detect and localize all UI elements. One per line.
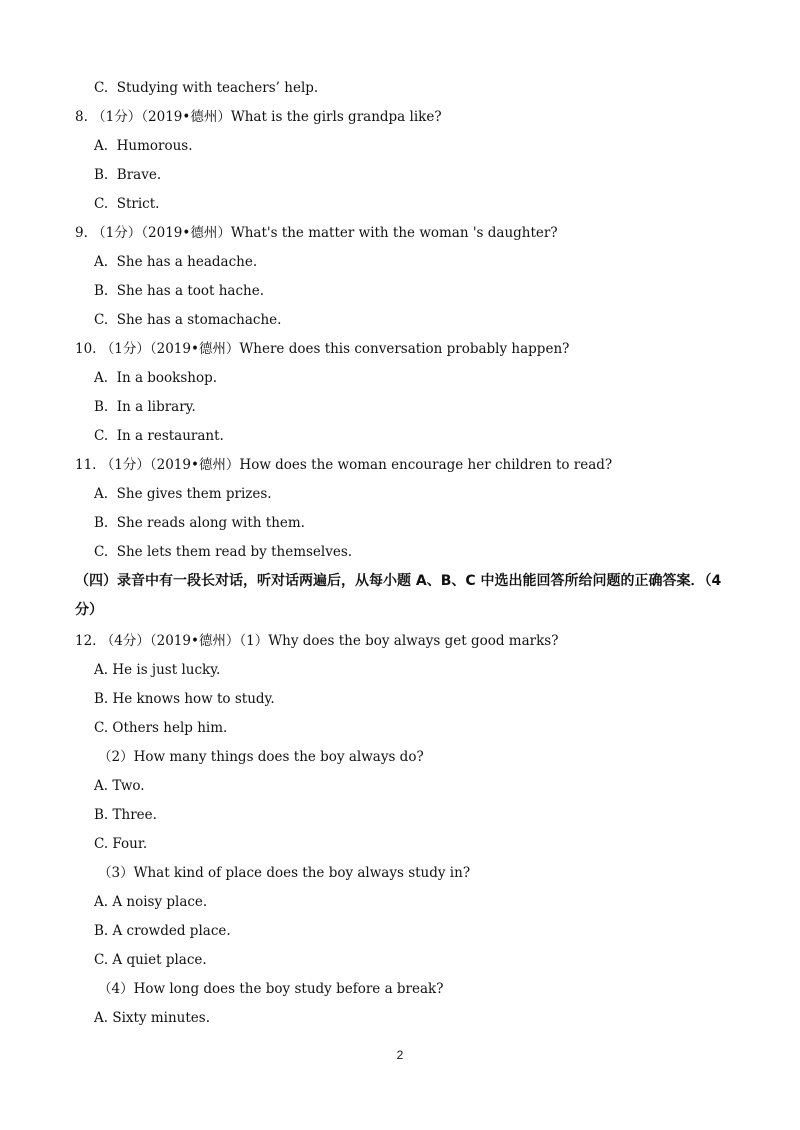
q8-option-c: C. Strict. <box>94 196 160 212</box>
q12-3-option-b: B. A crowded place. <box>94 923 231 939</box>
section-four-heading-cont: 分） <box>75 602 103 618</box>
q7-option-c: C. Studying with teachers’ help. <box>94 80 319 96</box>
q9-option-b: B. She has a toot hache. <box>94 283 264 299</box>
q12-1-option-a: A. He is just lucky. <box>94 662 221 678</box>
q11-option-c: C. She lets them read by themselves. <box>94 544 353 560</box>
q9-option-a: A. She has a headache. <box>94 254 258 270</box>
q12-sub-3: （3）What kind of place does the boy always study in? <box>98 865 471 881</box>
q12-sub-4: （4）How long does the boy study before a break? <box>98 981 444 997</box>
question-8: 8. （1分）（2019•德州）What is the girls grandpa like? <box>75 109 442 125</box>
question-10: 10. （1分）（2019•德州）Where does this conversation probably happen? <box>75 341 570 357</box>
q9-option-c: C. She has a stomachache. <box>94 312 282 328</box>
page-number: 2 <box>396 1048 404 1062</box>
question-11: 11. （1分）（2019•德州）How does the woman encourage her children to read? <box>75 457 613 473</box>
q11-option-a: A. She gives them prizes. <box>94 486 272 502</box>
q12-3-option-a: A. A noisy place. <box>94 894 208 910</box>
question-12: 12. （4分）（2019•德州）（1）Why does the boy always get good marks? <box>75 633 559 649</box>
question-9: 9. （1分）（2019•德州）What's the matter with the woman 's daughter? <box>75 225 558 241</box>
q11-option-b: B. She reads along with them. <box>94 515 305 531</box>
section-four-heading: （四）录音中有一段长对话，听对话两遍后，从每小题 A、B、C 中选出能回答所给问题的正确答案．（4 <box>75 573 722 589</box>
q12-2-option-a: A. Two. <box>94 778 145 794</box>
q12-1-option-b: B. He knows how to study. <box>94 691 275 707</box>
q12-sub-2: （2）How many things does the boy always do? <box>98 749 424 765</box>
q12-4-option-a: A. Sixty minutes. <box>94 1010 210 1026</box>
q12-1-option-c: C. Others help him. <box>94 720 228 736</box>
q10-option-b: B. In a library. <box>94 399 196 415</box>
q12-2-option-c: C. Four. <box>94 836 148 852</box>
q12-3-option-c: C. A quiet place. <box>94 952 207 968</box>
q8-option-b: B. Brave. <box>94 167 162 183</box>
q10-option-c: C. In a restaurant. <box>94 428 224 444</box>
q8-option-a: A. Humorous. <box>94 138 193 154</box>
q12-2-option-b: B. Three. <box>94 807 157 823</box>
q10-option-a: A. In a bookshop. <box>94 370 218 386</box>
